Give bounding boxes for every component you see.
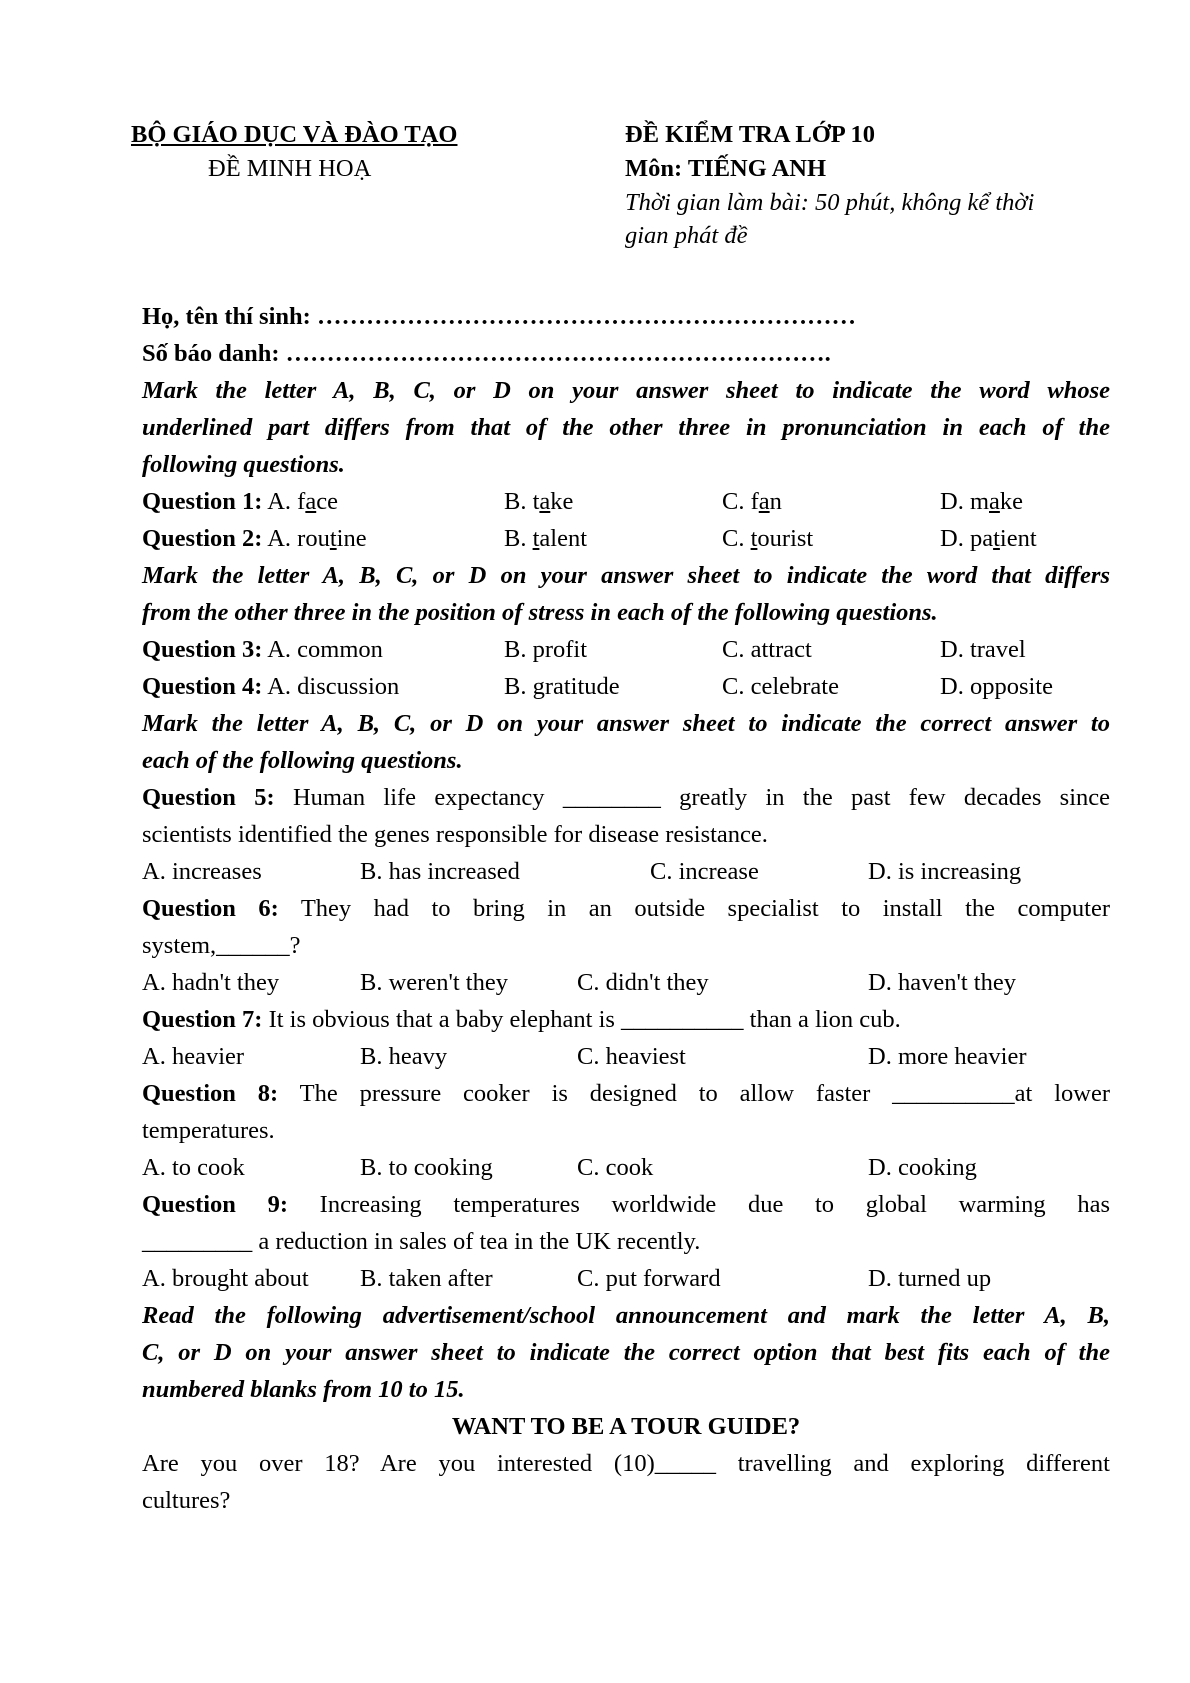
question-5-stem-line1 bbox=[142, 779, 1110, 816]
option-text: n bbox=[769, 488, 782, 515]
question-5-stem-line2: scientists identified the genes responsible for disease resistance. bbox=[142, 821, 768, 848]
question-7-option-b[interactable]: B. heavy bbox=[360, 1043, 448, 1070]
question-1 bbox=[142, 483, 1110, 520]
question-4-option-c[interactable]: C. celebrate bbox=[722, 673, 839, 700]
question-1-label: Question 1: bbox=[142, 488, 263, 515]
section1-instruction-line2: underlined part differs from that of the other three in pronunciation in each of the bbox=[142, 414, 1110, 441]
underlined-letter: t bbox=[329, 525, 337, 552]
candidate-name-field[interactable] bbox=[142, 298, 1110, 335]
question-3-label: Question 3: bbox=[142, 636, 263, 663]
section4-instruction-line2: C, or D on your answer sheet to indicate the correct option that best fits each of the bbox=[142, 1339, 1110, 1366]
question-7-option-c[interactable]: C. heaviest bbox=[577, 1043, 686, 1070]
underlined-letter: a bbox=[989, 488, 1000, 515]
question-6-stem-line2: system,______? bbox=[142, 932, 301, 959]
option-text: C. f bbox=[722, 488, 759, 515]
option-text: A. f bbox=[262, 488, 306, 515]
underlined-letter: t bbox=[993, 525, 1000, 552]
question-6-options bbox=[142, 964, 1110, 1001]
question-2-option-a[interactable] bbox=[142, 520, 367, 557]
question-2-option-b[interactable] bbox=[504, 520, 587, 557]
question-8-text: The pressure cooker is designed to allow faster __________at lower bbox=[278, 1080, 1110, 1107]
question-6-stem-line1 bbox=[142, 890, 1110, 927]
option-text: A. discussion bbox=[262, 673, 400, 700]
question-5-option-b[interactable]: B. has increased bbox=[360, 858, 520, 885]
question-9-label: Question 9: bbox=[142, 1191, 288, 1218]
option-text: B. t bbox=[504, 488, 540, 515]
section3-instruction-line2: each of the following questions. bbox=[142, 747, 463, 774]
question-9-option-c[interactable]: C. put forward bbox=[577, 1265, 721, 1292]
question-8-option-d[interactable]: D. cooking bbox=[868, 1154, 977, 1181]
question-5-option-d[interactable]: D. is increasing bbox=[868, 858, 1022, 885]
question-4 bbox=[142, 668, 1110, 705]
question-4-label: Question 4: bbox=[142, 673, 263, 700]
question-6-option-d[interactable]: D. haven't they bbox=[868, 969, 1016, 996]
section4-instruction-line1: Read the following advertisement/school announcement and mark the letter A, B, bbox=[142, 1302, 1110, 1329]
option-text: A. common bbox=[262, 636, 383, 663]
question-9-option-b[interactable]: B. taken after bbox=[360, 1265, 493, 1292]
question-8-stem-line1 bbox=[142, 1075, 1110, 1112]
section2-instruction-line2: from the other three in the position of stress in each of the following questions. bbox=[142, 599, 938, 626]
option-text: B. bbox=[504, 525, 533, 552]
question-6-option-b[interactable]: B. weren't they bbox=[360, 969, 508, 996]
question-8-label: Question 8: bbox=[142, 1080, 279, 1107]
question-8-option-b[interactable]: B. to cooking bbox=[360, 1154, 493, 1181]
question-9-option-a[interactable]: A. brought about bbox=[142, 1265, 309, 1292]
candidate-id-label: Số báo danh: bbox=[142, 340, 286, 367]
candidate-name-label: Họ, tên thí sinh: bbox=[142, 303, 317, 330]
option-text: D. m bbox=[940, 488, 989, 515]
option-text: C. bbox=[722, 525, 751, 552]
question-2 bbox=[142, 520, 1110, 557]
question-7-option-d[interactable]: D. more heavier bbox=[868, 1043, 1027, 1070]
question-2-option-c[interactable] bbox=[722, 520, 813, 557]
underlined-letter: a bbox=[539, 488, 551, 515]
exam-body bbox=[142, 298, 1110, 1519]
section4-instruction-line3: numbered blanks from 10 to 15. bbox=[142, 1376, 465, 1403]
question-7-label: Question 7: bbox=[142, 1006, 263, 1033]
option-text: D. pa bbox=[940, 525, 994, 552]
passage-title: WANT TO BE A TOUR GUIDE? bbox=[451, 1413, 801, 1440]
question-5-option-a[interactable]: A. increases bbox=[142, 858, 262, 885]
question-2-option-d[interactable] bbox=[940, 520, 1037, 557]
question-8-option-c[interactable]: C. cook bbox=[577, 1154, 654, 1181]
question-5-option-c[interactable]: C. increase bbox=[650, 858, 759, 885]
underlined-letter: a bbox=[758, 488, 770, 515]
question-9-stem-line2: _________ a reduction in sales of tea in the UK recently. bbox=[142, 1228, 701, 1255]
exam-duration-line1: Thời gian làm bài: 50 phút, không kể thời bbox=[625, 189, 1035, 216]
option-text: A. rou bbox=[262, 525, 330, 552]
exam-title: ĐỀ KIỂM TRA LỚP 10 bbox=[625, 121, 876, 148]
question-8-options bbox=[142, 1149, 1110, 1186]
option-text: ce bbox=[316, 488, 338, 515]
question-3-option-d[interactable]: D. travel bbox=[940, 636, 1026, 663]
question-5-text: Human life expectancy ________ greatly in the past few decades since bbox=[274, 784, 1111, 811]
question-4-option-d[interactable]: D. opposite bbox=[940, 673, 1053, 700]
question-5-label: Question 5: bbox=[142, 784, 275, 811]
question-2-label: Question 2: bbox=[142, 525, 263, 552]
candidate-name-dots: ………………………………………………………… bbox=[316, 303, 856, 330]
question-7-text: It is obvious that a baby elephant is __________ than a lion cub. bbox=[262, 1006, 901, 1033]
question-5-options bbox=[142, 853, 1110, 890]
option-text: ke bbox=[999, 488, 1023, 515]
exam-duration-line2: gian phát đề bbox=[625, 222, 748, 249]
question-7-stem-line1 bbox=[142, 1001, 1110, 1038]
section2-instruction-line1: Mark the letter A, B, C, or D on your answer sheet to indicate the word that differs bbox=[142, 562, 1110, 589]
question-3 bbox=[142, 631, 1110, 668]
question-1-option-d[interactable] bbox=[940, 483, 1023, 520]
section3-instruction-line1: Mark the letter A, B, C, or D on your answer sheet to indicate the correct answer to bbox=[142, 710, 1110, 737]
question-1-option-c[interactable] bbox=[722, 483, 782, 520]
ministry-name: BỘ GIÁO DỤC VÀ ĐÀO TẠO bbox=[131, 121, 458, 148]
question-9-options bbox=[142, 1260, 1110, 1297]
question-6-label: Question 6: bbox=[142, 895, 279, 922]
passage-line2: cultures? bbox=[142, 1487, 231, 1514]
question-6-text: They had to bring in an outside specialist to install the computer bbox=[278, 895, 1110, 922]
passage-line1: Are you over 18? Are you interested (10)_____ travelling and exploring different bbox=[142, 1450, 1110, 1477]
question-8-option-a[interactable]: A. to cook bbox=[142, 1154, 245, 1181]
question-4-option-a[interactable] bbox=[142, 668, 399, 705]
question-9-stem-line1 bbox=[142, 1186, 1110, 1223]
option-text: ient bbox=[999, 525, 1037, 552]
question-6-option-a[interactable]: A. hadn't they bbox=[142, 969, 280, 996]
question-1-option-b[interactable] bbox=[504, 483, 573, 520]
underlined-letter: t bbox=[532, 525, 540, 552]
question-9-text: Increasing temperatures worldwide due to global warming has bbox=[288, 1191, 1110, 1218]
underlined-letter: t bbox=[750, 525, 758, 552]
candidate-id-dots: …………………………………………………………. bbox=[285, 340, 831, 367]
question-9-option-d[interactable]: D. turned up bbox=[868, 1265, 992, 1292]
sample-exam-label: ĐỀ MINH HOẠ bbox=[208, 155, 372, 182]
option-text: ine bbox=[336, 525, 367, 552]
candidate-id-field[interactable] bbox=[142, 335, 1110, 372]
underlined-letter: a bbox=[305, 488, 317, 515]
section1-instruction-line3: following questions. bbox=[142, 451, 345, 478]
exam-subject: Môn: TIẾNG ANH bbox=[625, 155, 827, 182]
option-text: alent bbox=[539, 525, 588, 552]
question-7-options bbox=[142, 1038, 1110, 1075]
question-3-option-b[interactable]: B. profit bbox=[504, 636, 588, 663]
section1-instruction-line1: Mark the letter A, B, C, or D on your answer sheet to indicate the word whose bbox=[142, 377, 1110, 404]
question-4-option-b[interactable]: B. gratitude bbox=[504, 673, 620, 700]
option-text: ke bbox=[550, 488, 574, 515]
question-6-option-c[interactable]: C. didn't they bbox=[577, 969, 709, 996]
question-8-stem-line2: temperatures. bbox=[142, 1117, 275, 1144]
option-text: ourist bbox=[757, 525, 814, 552]
question-3-option-a[interactable] bbox=[142, 631, 383, 668]
question-1-option-a[interactable] bbox=[142, 483, 338, 520]
question-7-option-a[interactable]: A. heavier bbox=[142, 1043, 245, 1070]
question-3-option-c[interactable]: C. attract bbox=[722, 636, 812, 663]
